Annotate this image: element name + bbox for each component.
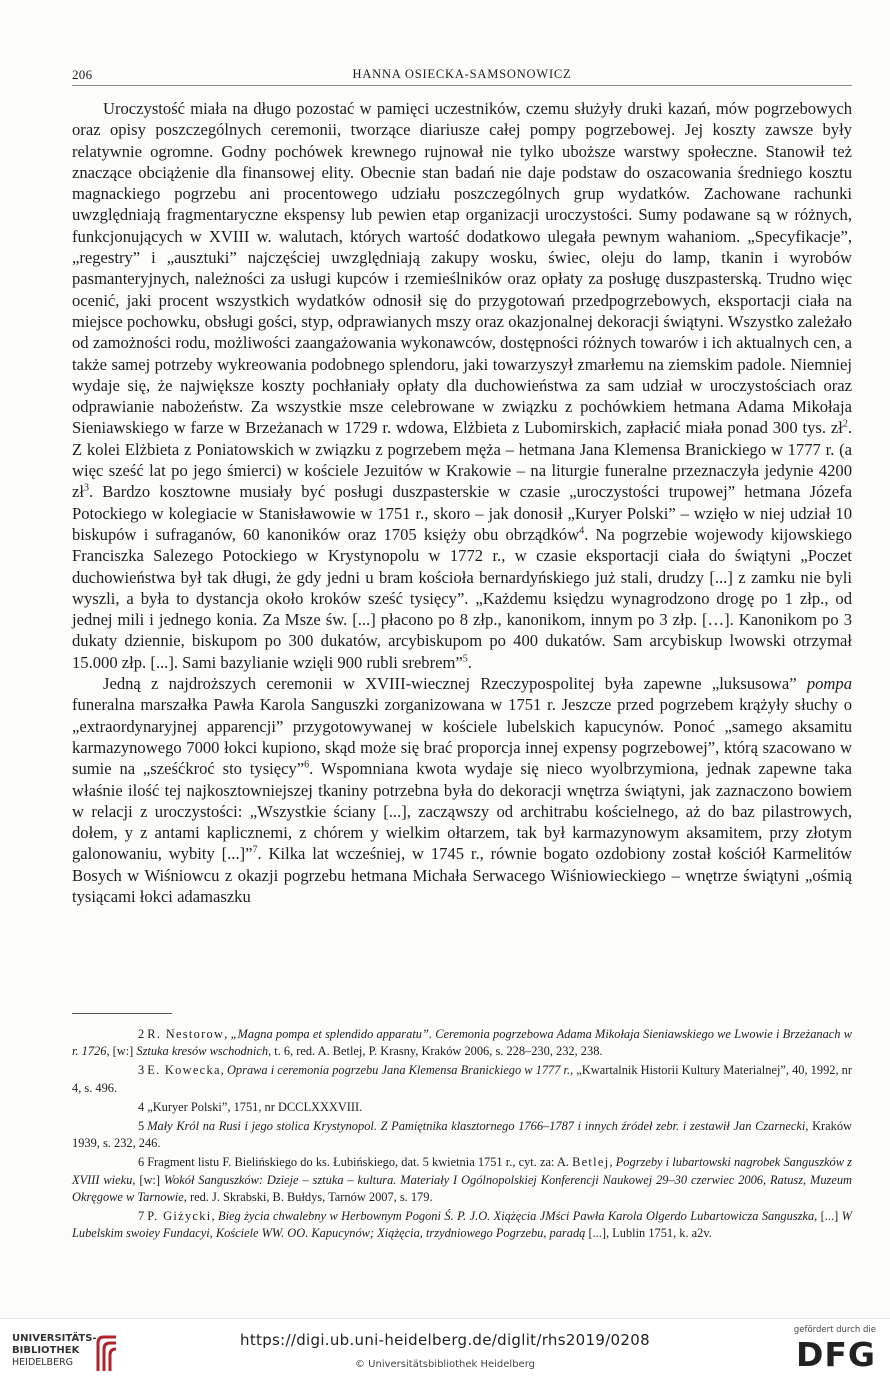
footnote-3: 3 E. Kowecka, Oprawa i ceremonia pogrzebu Jana Klemensa Branickiego w 1777 r., „Kwartalnik Historii Kultury Materialnej”, 40, 1992, nr 4, s. 496. <box>72 1063 852 1095</box>
footnote-2: 2 R. Nestorow, „Magna pompa et splendido apparatu”. Ceremonia pogrzebowa Adama Mikołaja Sieniawskiego we Lwowie i Brzeżanach w r. 1726, [w:] Sztuka kresów wschodnich, t. 6, red. A. Betlej, P. Krasny, Kraków 2006, s. 228–230, 232, 238. <box>72 1027 852 1059</box>
page-number: 206 <box>72 67 93 82</box>
footnote-ref-6[interactable]: 6 <box>304 759 310 771</box>
footnote-separator <box>72 1013 172 1014</box>
footnote-6: 6 Fragment listu F. Bielińskiego do ks. Łubińskiego, dat. 5 kwietnia 1751 r., cyt. za: A. Betlej, Pogrzeby i lubartowski nagrobek Sanguszków z XVIII wieku, [w:] Wokół Sanguszków: Dzieje – sztuka – kultura. Materiały I Ogólnopolskiej Konferencji Naukowej 29–30 czerwiec 2006, Ratusz, Muzeum Okręgowe w Tarnowie, red. J. Skrabski, B. Bułdys, Tarnów 2007, s. 179. <box>72 1155 853 1205</box>
footnote-ref-3[interactable]: 3 <box>83 482 89 494</box>
copyright-notice: © Universitätsbibliothek Heidelberg <box>354 1359 535 1370</box>
running-head-author: HANNA OSIECKA-SAMSONOWICZ <box>352 67 572 81</box>
footnote-5: 5 Mały Król na Rusi i jego stolica Krystynopol. Z Pamiętnika klasztornego 1766–1787 i innych źródeł zebr. i zestawił Jan Czarnecki, Kraków 1939, s. 232, 246. <box>72 1118 852 1151</box>
running-head <box>72 63 852 86</box>
main-text <box>72 98 852 907</box>
footnote-ref-5[interactable]: 5 <box>462 653 468 665</box>
footnote-7: 7 P. Giżycki, Bieg życia chwalebny w Herbownym Pogoni Ś. P. J.O. Xiążęcia JMści Pawła Karola Olgerdo Lubartowicza Sanguszka, [...] W Lubelskim swoiey Fundacyi, Kościele WW. OO. Kapucynów; Xiążęcia, trzydniowego Pogrzebu, paradą [...], Lublin 1751, k. a2v. <box>72 1209 852 1241</box>
dfg-logo[interactable]: gefördert durch die DFG <box>793 1325 876 1374</box>
paragraph-2: Jedną z najdroższych ceremonii w XVIII-wiecznej Rzeczypospolitej była zapewne „luksusowa” pompa funeralna marszałka Pawła Karola Sanguszki zorganizowana w 1751 r. Jeszcze przed pogrzebem krążyły słuchy o „extraordynaryjnej apparencji” przygotowywanej w kościele lubelskich kapucynów. Ponoć „samego aksamitu karmazynowego 7000 łokci kupiono, skąd może się brać proporcja innej expensy pogrzebowej”, którą szacowano w sumie na „sześćkroć sto tysięcy”$^6$. Wspomniana kwota wydaje się nieco wyolbrzymiona, jednak zapewne taka właśnie ilość tej najkosztowniejszej tkaniny potrzebna była do dekoracji wnętrza świątyni, jak zaznaczono bowiem w relacji z uroczystości: „Wszystkie ściany [...], zacząwszy od architrabu kościelnego, aż do baz pilastrowych, dołem, y z antami kaplicznemi, z chórem y wielkim ołtarzem, tak był karmazynowym aksamitem, przy złotym galonowaniu, wybity [...]”$^7$. Kilka lat wcześniej, w 1745 r., równie bogato ozdobiony został kościół Karmelitów Bosych w Wiśniowcu z okazji pogrzebu hetmana Michała Serwacego Wiśniowieckiego – wnętrze świątyni „ośmią tysiącami łokci adamaszku <box>72 674 852 906</box>
viewer-footer <box>0 1318 890 1382</box>
paragraph-1: Uroczystość miała na długo pozostać w pamięci uczestników, czemu służyły druki kazań, mów pogrzebowych oraz opisy poszczególnych ceremonii, tworzące diariusze całej pompy pogrzebowej. Jej koszty zawsze były relatywnie ogromne. Godny pochówek krewnego rujnował nie tylko uboższe warstwy społeczne. Stanowił też znaczące obciążenie dla finansowej elity. Obecnie stan badań nie daje podstaw do oszacowania średniego kosztu magnackiego pogrzebu ani procentowego udziału poszczególnych grup wydatków. Zachowane rachunki uwzględniają fragmentaryczne ekspensy lub pewien etap organizacji uroczystości. Sumy podawane są w różnych, funkcjonujących w XVIII w. walutach, których wartość dodatkowo ulegała pewnym wahaniom. „Specyfikacje”, „regestry” i „ausztuki” najczęściej uwzględniają zakupy wosku, świec, oleju do lamp, tkanin i wyrobów pasmanteryjnych, należności za usługi kupców i rzemieślników oraz opłaty za posługę duszpasterską. Trudno więc ocenić, jaki procent wszystkich wydatków odnosił się do przygotowań przedpogrzebowych, eksportacji ciała na miejsce pochowku, obsługi gości, styp, odprawianych mszy oraz okazjonalnej dekoracji świątyni. Wszystko zależało od zamożności rodu, możliwości zaangażowania wykonawców, dostępności różnych towarów i ich aktualnych cen, a także samej potrzeby wykreowania podobnego splendoru, jaki towarzyszył zmarłemu na ziemskim padole. Niemniej wydaje się, że największe koszty pochłaniały opłaty dla duchowieństwa za sam udział w uroczystościach oraz odprawianie nabożeństw. Za wszystkie msze celebrowane w związku z pochówkiem hetmana Adama Mikołaja Sieniawskiego w farze w Brzeżanach w 1729 r. wdowa, Elżbieta z Lubomirskich, zapłacić miała ponad 300 tys. $zł^2$. Z kolei Elżbieta z Poniatowskich w związku z pogrzebem męża – hetmana Jana Klemensa Branickiego w 1777 r. (a więc sześć lat po jego śmierci) w kościele Jezuitów w Krakowie – na liturgie funeralne przeznaczyła jedynie 4200 $zł^3$. Bardzo kosztowne musiały być posługi duszpasterskie w czasie „uroczystości trupowej” hetmana Józefa Potockiego w kolegiacie w Stanisławowie w 1751 r., skoro – jak donosił „Kuryer Polski” – wzięło w niej udział 10 biskupów i sufraganów, 60 kanoników oraz 1705 księży obu obrządków$^4$. Na pogrzebie wojewody kijowskiego Franciszka Salezego Potockiego w Krystynopolu w 1772 r., w czasie eksportacji ciała do świątyni „Poczet duchowieństwa był tak długi, że gdy jedni u bram kościoła bernardyńskiego już stali, drudzy [...] z zamku nie byli wyszli, a była to dystancja około kroków sześć tysięcy”. „Każdemu księdzu wynagrodzono drogę po 1 złp., od jednej mili i jednego konia. Za Msze św. [...] płacono po 8 złp., kanonikom, innym po 3 złp. […]. Kanonikom po 3 dukaty dziennie, biskupom po 300 dukatów, arcybiskupom po 400 dukatów. Sam arcybiskup lwowski otrzymał 15.000 złp. [...]. Sami bazylianie wzięli 900 rubli srebrem”$^5$. <box>72 99 853 672</box>
university-library-logo[interactable]: UNIVERSITÄTS- BIBLIOTHEK HEIDELBERG <box>12 1329 122 1375</box>
footnotes <box>72 1026 852 1244</box>
footnote-ref-4[interactable]: 4 <box>579 525 585 537</box>
footnote-ref-7[interactable]: 7 <box>252 844 258 856</box>
permalink-url[interactable]: https://digi.ub.uni-heidelberg.de/diglit/rhs2019/0208 <box>240 1331 650 1349</box>
footnote-ref-2[interactable]: 2 <box>842 418 848 430</box>
footnote-4: 4 „Kuryer Polski”, 1751, nr DCCLXXXVIII. <box>138 1099 363 1114</box>
